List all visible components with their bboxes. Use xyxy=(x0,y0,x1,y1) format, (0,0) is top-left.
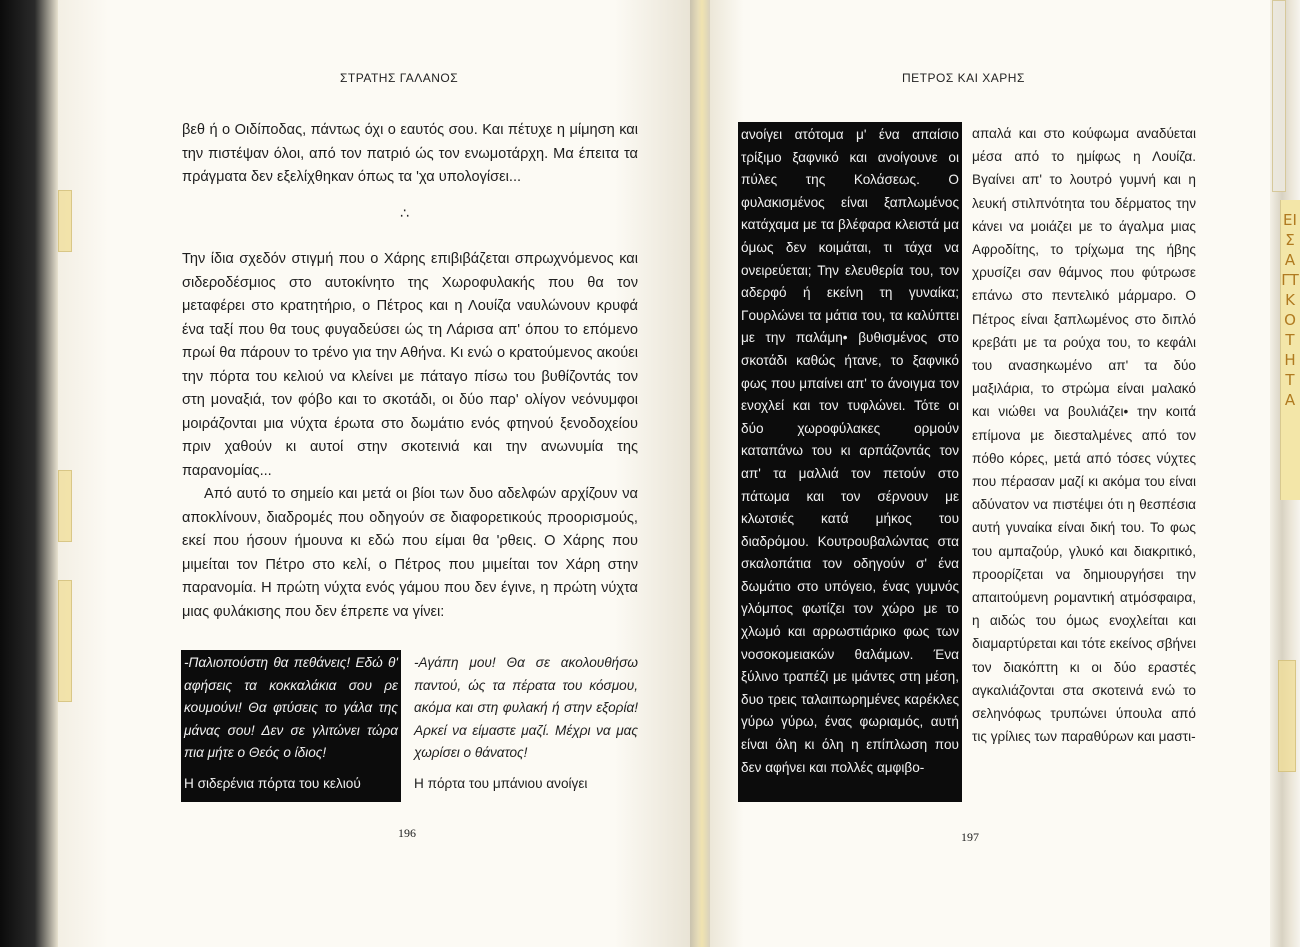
book-left-edge xyxy=(0,0,58,947)
inverted-column-right-page xyxy=(738,122,962,802)
sticky-tab xyxy=(58,190,72,252)
page-edge-tab xyxy=(1272,0,1286,192)
running-header-left: ΣΤΡΑΤΗΣ ΓΑΛΑΝΟΣ xyxy=(340,71,459,85)
right-page-column-right xyxy=(972,122,1196,812)
col-left-end: Η σιδερένια πόρτα του κελιού xyxy=(184,775,361,791)
book-gutter xyxy=(690,0,710,947)
page-number-left: 196 xyxy=(398,826,416,840)
inverted-column-left xyxy=(181,650,401,802)
sticky-tab xyxy=(1278,660,1296,772)
margin-note-text: ΕΙΣΑΓΤΚΟΤΗΤΑ xyxy=(1281,211,1299,409)
right-col-left-text: ανοίγει ατότομα μ' ένα απαίσιο τρίξιμο ξαφνικό και ανοίγουνε οι πύλες της Κολάσεως. Ο φυλακισμένος είναι ξαπλωμένος κατάχαμα με τα βλέφαρα κλειστά μα όμως δεν κοιμάται, τι τάχα να ονειρεύεται; Την ελευθερία του, τον αδερφό ή εκείνη τη γυναίκα; Γουρλώνει τα μάτια του, τα καλύπτει με την παλάμη• βυθισμένος στο σκοτάδι καθώς ήτανε, το ξαφνικό φως που μπαίνει απ' το άνοιγμα τον ενοχλεί και τον τυφλώνει. Τότε οι δύο χωροφύλακες ορμούν καταπάνω του κι αρπάζοντάς τον απ' τα μαλλιά τον πετούν στο πάτωμα και τον σέρνουν με κλωτσιές κατά μήκος του διαδρόμου. Κουτρουβαλώντας στα σκαλοπάτια τον οδηγούν σ' ένα δωμάτιο στο υπόγειο, ένας γυμνός γλόμπος φωτίζει τον χώρο με το χλωμό και αρρωστιάρικο φως των νοσοκομειακών θαλάμων. Ένα ξύλινο τραπέζι με ιμάντες στη μέση, δυο τρεις ταλαιπωρημένες καρέκλες γύρω γύρω, ένας φωριαμός, αυτή είναι όλη κι όλη η επίπλωση που δεν αφήνει και πολλές αμφιβο- xyxy=(741,127,959,775)
right-col-right-text: απαλά και στο κούφωμα αναδύεται μέσα από το ημίφως η Λουίζα. Βγαίνει απ' το λουτρό γυμνή και η λευκή στιλπνότητα του δέρματος την κάνει να μοιάζει με το άγαλμα μιας Αφροδίτης, το τρίχωμα της ήβης χρυσίζει σαν θάμνος που φύτρωσε επάνω στο πεντελικό μάρμαρο. Ο Πέτρος είναι ξαπλωμένος στο διπλό κρεβάτι με τα ρούχα του, το κεφάλι του ανασηκωμένο απ' τα δύο μαξιλάρια, το στρώμα είναι μαλακό και νιώθει να βουλιάζει• την κοιτά επίμονα με διεσταλμένες από τον πόθο κόρες, μετά από τόσες νύχτες που πέρασαν μαζί κι ακόμα του είναι αδύνατον να πιστέψει ότι η θεσπέσια αυτή γυναίκα είναι δική του. Το φως του αμπαζούρ, γλυκό και διακριτικό, προορίζεται να δημιουργήσει την απαιτούμενη ρομαντική ατμόσφαιρα, η αιδώς του όμως ενοχλείται και διαμαρτύρεται και τότε εκείνος σβήνει τον διακόπτη κι οι δύο εραστές αγκαλιάζονται στα σκοτεινά ενώ το σεληνόφως τρυπώνει ύπουλα από τις γρίλιες των παραθύρων και μαστι- xyxy=(972,126,1196,745)
intro-text: βεθ ή ο Οιδίποδας, πάντως όχι ο εαυτός σου. Και πέτυχε η μίμηση και την πιστέψαν όλοι, από τον πατριό ώς τον ενωμοτάρχη. Μα έπειτα τα πράγματα δεν εξελίχθηκαν όπως τα 'χα υπολογίσει... xyxy=(182,122,638,185)
col-right-end: Η πόρτα του μπάνιου ανοίγει xyxy=(414,775,588,791)
section-ornament: ∴ xyxy=(400,206,409,222)
col-left-text: -Παλιοπούστη θα πεθάνεις! Εδώ θ' αφήσεις τα κοκκαλάκια σου ρε κουμούνι! Θα φτύσεις το γάλα της μάνας σου! Δεν σε γλιτώνει τώρα πια μήτε ο Θεός ο ίδιος! xyxy=(184,655,398,760)
sticky-tab xyxy=(58,580,72,702)
col-right-text: -Αγάπη μου! Θα σε ακολουθήσω παντού, ώς τα πέρατα του κόσμου, ακόμα και στη φυλακή ή στην εξορία! Αρκεί να είμαστε μαζί. Μέχρι να μας χωρίσει ο θάνατος! xyxy=(414,655,638,760)
intro-paragraph xyxy=(182,119,638,190)
running-header-right: ΠΕΤΡΟΣ ΚΑΙ ΧΑΡΗΣ xyxy=(902,71,1025,85)
paragraph-2: Από αυτό το σημείο και μετά οι βίοι των δυο αδελφών αρχίζουν να αποκλίνουν, διαδρομές που οδηγούν σε διαφορετικούς προορισμούς, εκεί που ήσουν ήμουνα κι εδώ που είμαι θα 'ρθεις. Ο Χάρης που μιμείται τον Πέτρο στο κελί, ο Πέτρος που μιμείται τον Χάρη στην παρανομία. Η πρώτη νύχτα ενός γάμου που δεν έγινε, η πρώτη νύχτα μιας φυλάκισης που δεν έπρεπε να γίνει: xyxy=(182,486,638,620)
paragraph-1: Την ίδια σχεδόν στιγμή που ο Χάρης επιβιβάζεται σπρωχνόμενος και σιδεροδέσμιος στο αυτοκίνητο της Χωροφυλακής που θα τον μεταφέρει στο κρατητήριο, ο Πέτρος και η Λουίζα ναυλώνουν κρυφά ένα ταξί που θα τους φυγαδεύσει ώς τη Λάρισα απ' όπου το επόμενο πρωί θα πάρουν το τρένο για την Αθήνα. Κι ενώ ο κρατούμενος ακούει την πόρτα του κελιού να κλείνει με πάταγο πίσω του βυθίζοντάς τον στη μοναξιά, τον φόβο και το σκοτάδι, οι δύο παρ' ολίγον νεόνυμφοι μοιράζονται μια νύχτα έρωτα στο δωμάτιο ενός φτηνού ξενοδοχείου πριν χαθούν κι αυτοί στην σκοτεινιά και την ανωνυμία της παρανομίας... xyxy=(182,251,638,479)
page-number-right: 197 xyxy=(961,830,979,844)
column-right xyxy=(414,652,638,795)
sticky-tab xyxy=(58,470,72,542)
main-text-block xyxy=(182,248,638,624)
